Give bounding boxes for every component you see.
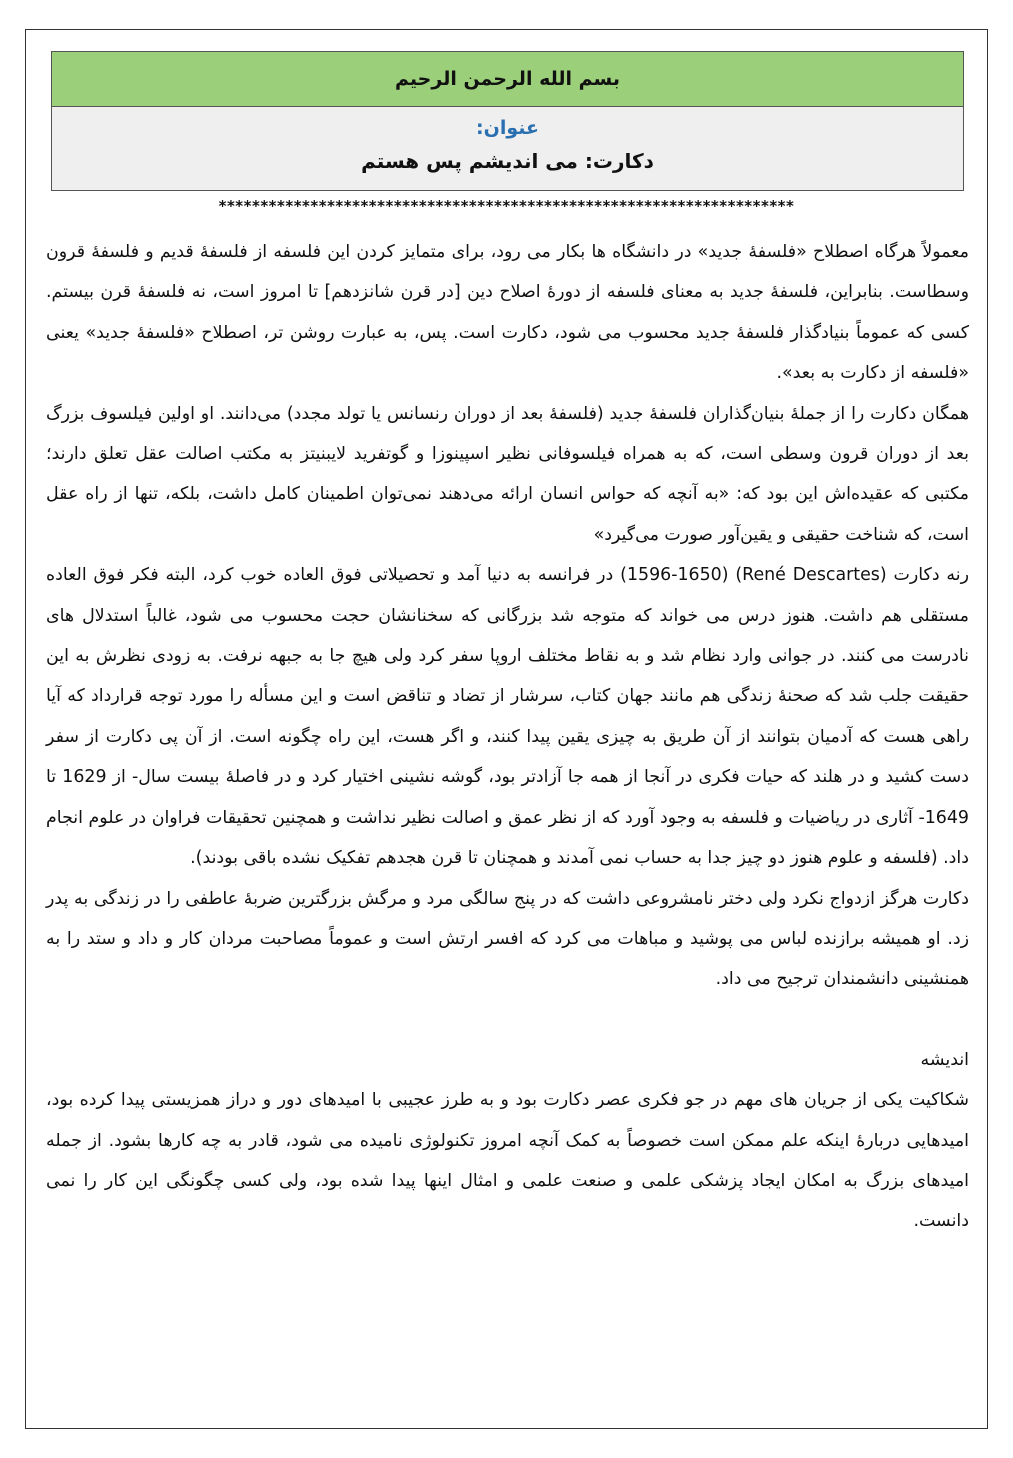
paragraph-biography: رنه دکارت (René Descartes) (1596-1650) در فرانسه به دنیا آمد و تحصیلاتی فوق العاده خوب کرد، البته فکر فوق العاده مستقلی هم داشت. هنوز درس می خواند که متوجه شد بزرگانی که سخنانشان حجت محسوب می شود، غالباً استدلال های نادرست می کنند. در جوانی وارد نظام شد و به نقاط مختلف اروپا سفر کرد ولی هیچ جا به جبهه نرفت. به زودی نظرش به این حقیقت جلب شد که صحنهٔ زندگی هم مانند جهان کتاب، سرشار از تضاد و تناقض است و این مسأله را مورد توجه قرارداد که آیا راهی هست که آدمیان بتوانند از آن طریق به چیزی یقین پیدا کنند، و اگر هست، این راه چگونه است. از آن پی دکارت از سفر دست کشید و در هلند که حیات فکری در آنجا از همه جا آزادتر بود، گوشه نشینی اختیار کرد و در فاصلهٔ بیست سال- از 1629 تا 1649- آثاری در ریاضیات و فلسفه به وجود آورد که از نظر عمق و اصالت نظیر نداشت و همچنین تحقیقات فراوان در علوم انجام داد. (فلسفه و علوم هنوز دو چیز جدا به حساب نمی آمدند و همچنان تا قرن هجدهم تفکیک نشده باقی بودند). bbox=[46, 565, 969, 869]
bismillah-bar bbox=[52, 52, 963, 107]
paragraph-gap bbox=[46, 1000, 969, 1040]
document-body bbox=[46, 232, 969, 1242]
star-separator: ********************************************************************* bbox=[218, 197, 795, 215]
section-heading: اندیشه bbox=[920, 1049, 969, 1070]
title-box bbox=[51, 51, 964, 191]
paragraph-skepticism: شکاکیت یکی از جریان های مهم در جو فکری عصر دکارت بود و به طرز عجیبی با امیدهای دور و دراز همزیستی پیدا کرده بود، امیدهایی دربارهٔ اینکه علم ممکن است خصوصاً به کمک آنچه امروز تکنولوژی نامیده می شود، قادر به چه کارها بشود. از جمله امیدهای بزرگ به امکان ایجاد پزشکی علمی و صنعت علمی و امثال اینها پیدا شده بود، ولی کسی چگونگی این کار را نمی دانست. bbox=[46, 1090, 969, 1232]
paragraph-rationalism: همگان دکارت را از جملهٔ بنیان‌گذاران فلسفهٔ جدید (فلسفهٔ بعد از دوران رنسانس یا تولد مجدد) می‌دانند. او اولین فیلسوف بزرگ بعد از دوران قرون وسطی است، که به همراه فیلسوفانی نظیر اسپینوزا و گوتفرید لایبنیتز به مکتب اصالت عقل تعلق دارند؛ مکتبی که عقیده‌اش این بود که: «به آنچه که حواس انسان ارائه می‌دهند نمی‌توان اطمینان کامل داشت، بلکه، تنها از راه عقل است، که شناخت حقیقی و یقین‌آور صورت می‌گیرد» bbox=[46, 403, 969, 545]
title-label: عنوان: bbox=[476, 117, 539, 139]
document-title: دکارت: می اندیشم پس هستم bbox=[361, 149, 654, 173]
paragraph-modern-philosophy: معمولاً هرگاه اصطلاح «فلسفهٔ جدید» در دانشگاه ها بکار می رود، برای متمایز کردن این فلسفه از فلسفهٔ قدیم و فلسفهٔ قرون وسطاست. بنابراین، فلسفهٔ جدید به معنای فلسفه از دورهٔ اصلاح دین [در قرن شانزدهم] تا امروز است، نه فلسفهٔ قرن بیستم. کسی که عموماً بنیادگذار فلسفهٔ جدید محسوب می شود، دکارت است. پس، به عبارت روشن تر، اصطلاح «فلسفهٔ جدید» یعنی «فلسفه از دکارت به بعد». bbox=[46, 242, 969, 384]
bismillah-text: بسم الله الرحمن الرحيم bbox=[395, 68, 620, 90]
paragraph-personal-life: دکارت هرگز ازدواج نکرد ولی دختر نامشروعی داشت که در پنج سالگی مرد و مرگش بزرگترین ضربهٔ عاطفی را در زندگی به پدر زد. او همیشه برازنده لباس می پوشید و مباهات می کرد که افسر ارتش است و عموماً مصاحبت مردان کار و داد و ستد را به همنشینی دانشمندان ترجیح می داد. bbox=[46, 888, 969, 990]
